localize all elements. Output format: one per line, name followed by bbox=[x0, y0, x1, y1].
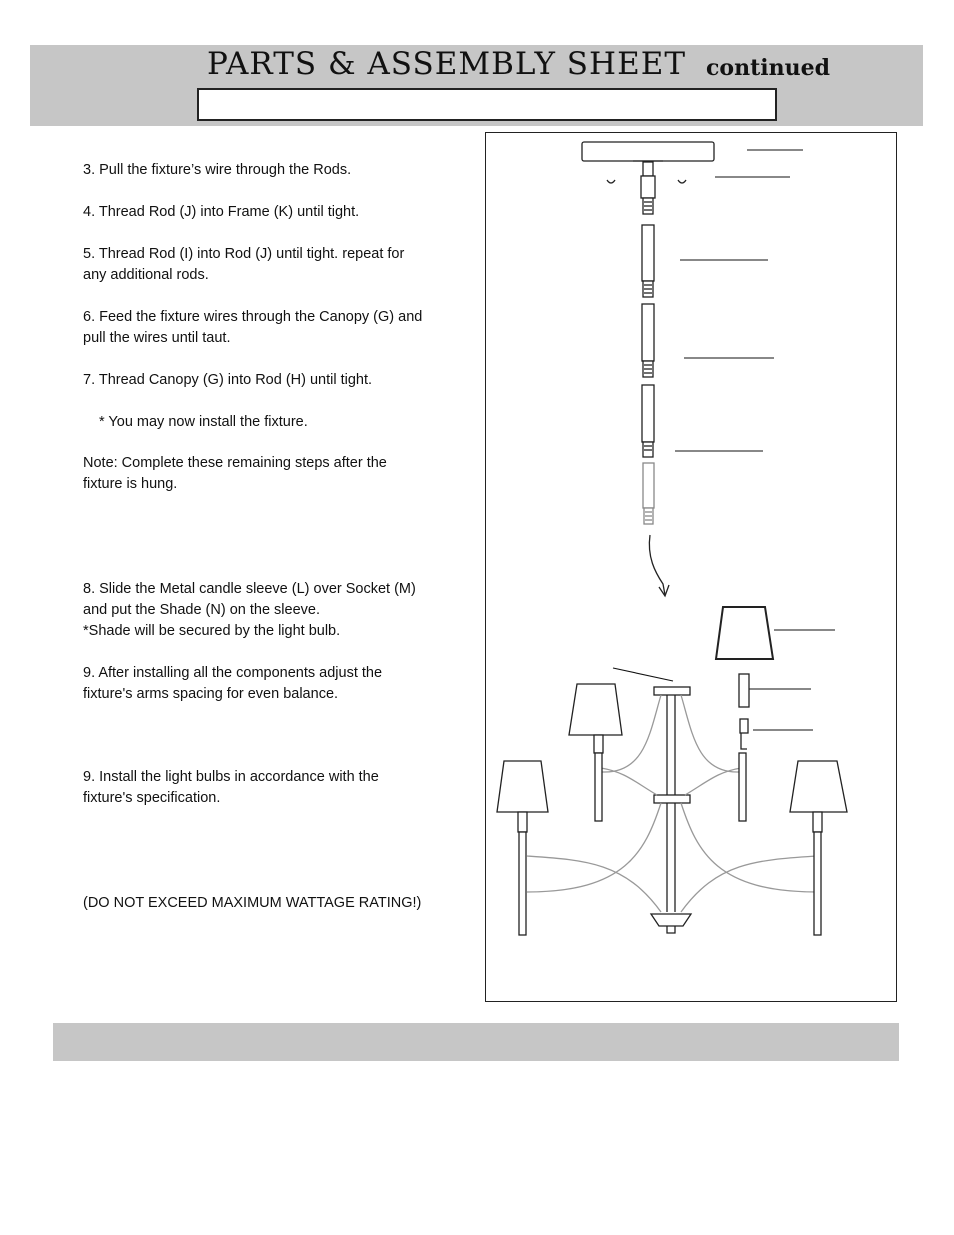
arm-shade-right bbox=[790, 761, 847, 935]
note-line-1: Note: Complete these remaining steps after the bbox=[83, 455, 387, 471]
install-note-text: * You may now install the fixture. bbox=[99, 414, 308, 430]
step-8-line-1: 8. Slide the Metal candle sleeve (L) over Socket (M) bbox=[83, 581, 416, 597]
step-6 bbox=[83, 307, 463, 349]
step-7 bbox=[83, 370, 463, 391]
step-9-balance-line-2: fixture's arms spacing for even balance. bbox=[83, 686, 339, 702]
step-3 bbox=[83, 160, 463, 181]
arm-shade-upper-left bbox=[569, 684, 622, 821]
assembly-diagram bbox=[485, 132, 897, 1002]
step-4 bbox=[83, 202, 463, 223]
wattage-warning-text: (DO NOT EXCEED MAXIMUM WATTAGE RATING!) bbox=[83, 895, 422, 911]
step-5-line-2: any additional rods. bbox=[83, 267, 209, 283]
step-9-balance bbox=[83, 663, 463, 705]
step-9-balance-line-1: 9. After installing all the components adjust the bbox=[83, 665, 383, 681]
arrow-down-icon bbox=[649, 535, 665, 595]
rod-part-1 bbox=[642, 225, 654, 297]
step-6-line-1: 6. Feed the fixture wires through the Canopy (G) and bbox=[83, 309, 423, 325]
step-3-text: 3. Pull the fixture’s wire through the Rods. bbox=[83, 162, 352, 178]
arm-shade-upper-right bbox=[739, 753, 746, 821]
wattage-warning bbox=[83, 893, 463, 914]
rod-part-3 bbox=[642, 385, 654, 457]
footer-band bbox=[53, 1023, 899, 1061]
step-5 bbox=[83, 244, 463, 286]
step-4-text: 4. Thread Rod (J) into Frame (K) until tight. bbox=[83, 204, 360, 220]
rod-part-4 bbox=[643, 463, 654, 524]
page-title: PARTS & ASSEMBLY SHEET bbox=[207, 46, 687, 82]
note bbox=[83, 453, 463, 495]
step-8 bbox=[83, 579, 473, 642]
step-9-bulbs-line-1: 9. Install the light bulbs in accordance with the bbox=[83, 769, 379, 785]
step-9-bulbs-line-2: fixture's specification. bbox=[83, 790, 221, 806]
step-8-line-3: *Shade will be secured by the light bulb. bbox=[83, 623, 341, 639]
step-8-line-2: and put the Shade (N) on the sleeve. bbox=[83, 602, 320, 618]
step-5-line-1: 5. Thread Rod (I) into Rod (J) until tight. repeat for bbox=[83, 246, 405, 262]
note-line-2: fixture is hung. bbox=[83, 476, 178, 492]
page-subtitle: continued bbox=[706, 55, 830, 81]
step-7-text: 7. Thread Canopy (G) into Rod (H) until tight. bbox=[83, 372, 373, 388]
model-number-box bbox=[197, 88, 777, 121]
rod-part-2 bbox=[642, 304, 654, 377]
arm-shade-left bbox=[497, 761, 548, 935]
sleeve-part bbox=[739, 674, 749, 707]
socket-part bbox=[740, 719, 748, 749]
step-9-bulbs bbox=[83, 767, 463, 809]
step-6-line-2: pull the wires until taut. bbox=[83, 330, 231, 346]
shade-part bbox=[716, 607, 773, 659]
install-note bbox=[99, 412, 479, 433]
canopy-part bbox=[582, 142, 714, 214]
